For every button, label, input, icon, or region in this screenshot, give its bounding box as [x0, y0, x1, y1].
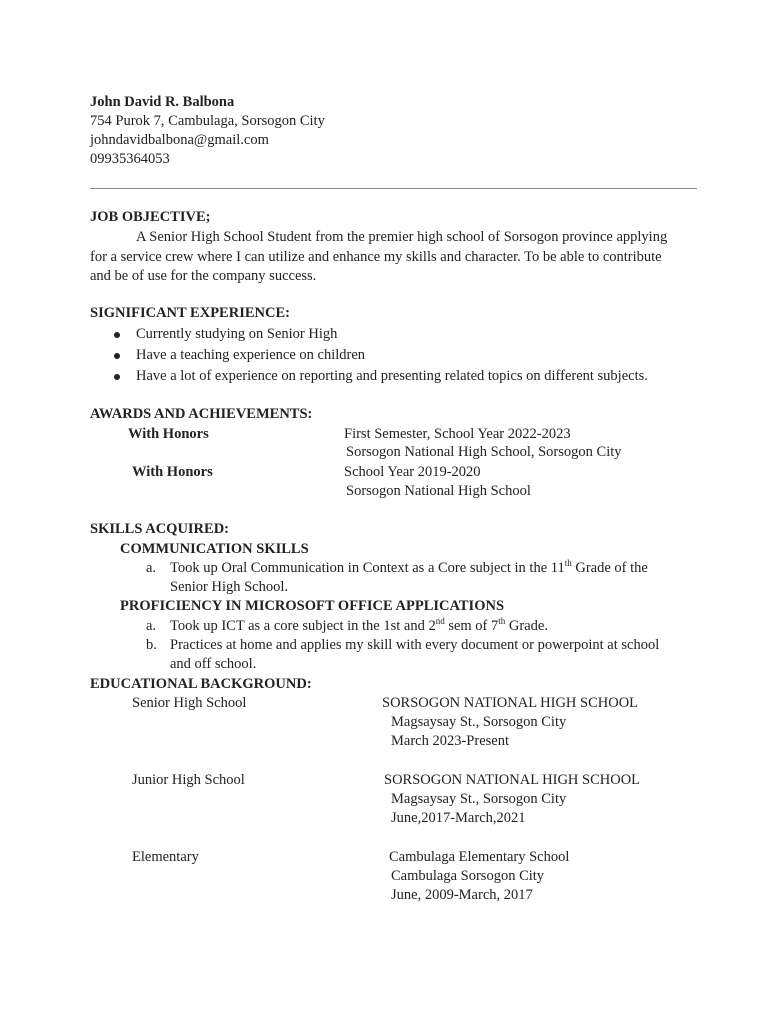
award-school: Sorsogon National High School, Sorsogon City: [346, 444, 622, 460]
header-divider: [90, 188, 697, 189]
education-heading: EDUCATIONAL BACKGROUND:: [90, 676, 312, 692]
skill-group-title: PROFICIENCY IN MICROSOFT OFFICE APPLICATIONS: [120, 598, 505, 614]
school-address: Cambulaga Sorsogon City: [391, 868, 545, 884]
bullet-icon: [114, 332, 120, 338]
list-marker: a.: [146, 618, 157, 634]
awards-heading: AWARDS AND ACHIEVEMENTS:: [90, 406, 313, 422]
school-address: Magsaysay St., Sorsogon City: [391, 791, 567, 807]
skill-group-title: COMMUNICATION SKILLS: [120, 541, 309, 557]
education-level: Junior High School: [132, 772, 245, 788]
superscript: th: [498, 616, 506, 627]
skill-item-text: Took up ICT as a core subject in the 1st and 2: [170, 618, 436, 634]
experience-item: Currently studying on Senior High: [136, 326, 338, 342]
objective-paragraph: [90, 228, 670, 287]
skill-item-text: Took up Oral Communication in Context as a Core subject in the 11: [170, 560, 565, 576]
superscript: nd: [435, 616, 445, 627]
phone: 09935364053: [90, 151, 170, 167]
skill-item: [170, 617, 548, 636]
school-name: SORSOGON NATIONAL HIGH SCHOOL: [382, 695, 639, 711]
objective-heading: JOB OBJECTIVE;: [90, 209, 211, 225]
school-name: SORSOGON NATIONAL HIGH SCHOOL: [384, 772, 641, 788]
address: 754 Purok 7, Cambulaga, Sorsogon City: [90, 113, 325, 129]
skills-heading: SKILLS ACQUIRED:: [90, 521, 229, 537]
objective-text: A Senior High School Student from the premier high school of Sorsogon province applying for a service crew where I can utilize and enhance my skills and character. To be able to contribute and be of use for the company success.: [90, 229, 668, 284]
bullet-icon: [114, 353, 120, 359]
attendance-dates: June,2017-March,2021: [391, 810, 526, 826]
education-level: Elementary: [132, 849, 199, 865]
school-name: Cambulaga Elementary School: [389, 849, 570, 865]
education-level: Senior High School: [132, 695, 247, 711]
skill-item-text: sem of 7: [444, 618, 499, 634]
list-marker: a.: [146, 560, 157, 576]
skill-item-continued: Senior High School.: [170, 579, 289, 595]
experience-item: Have a teaching experience on children: [136, 347, 366, 363]
award-title: With Honors: [128, 426, 209, 442]
skill-item: Practices at home and applies my skill with every document or powerpoint at school: [170, 637, 660, 653]
experience-item: Have a lot of experience on reporting and presenting related topics on different subjects.: [136, 368, 648, 384]
skill-item-continued: and off school.: [170, 656, 257, 672]
skill-item-text: Grade of the: [571, 560, 648, 576]
email: johndavidbalbona@gmail.com: [90, 132, 269, 148]
skill-item-text: Grade.: [505, 618, 548, 634]
attendance-dates: March 2023-Present: [391, 733, 509, 749]
award-detail: School Year 2019-2020: [344, 464, 481, 480]
experience-heading: SIGNIFICANT EXPERIENCE:: [90, 305, 290, 321]
award-detail: First Semester, School Year 2022-2023: [344, 426, 571, 442]
superscript: th: [564, 558, 572, 569]
award-title: With Honors: [132, 464, 213, 480]
school-address: Magsaysay St., Sorsogon City: [391, 714, 567, 730]
attendance-dates: June, 2009-March, 2017: [391, 887, 533, 903]
list-marker: b.: [146, 637, 157, 653]
bullet-icon: [114, 374, 120, 380]
skill-item: [170, 559, 648, 578]
applicant-name: John David R. Balbona: [90, 94, 235, 110]
award-school: Sorsogon National High School: [346, 483, 531, 499]
